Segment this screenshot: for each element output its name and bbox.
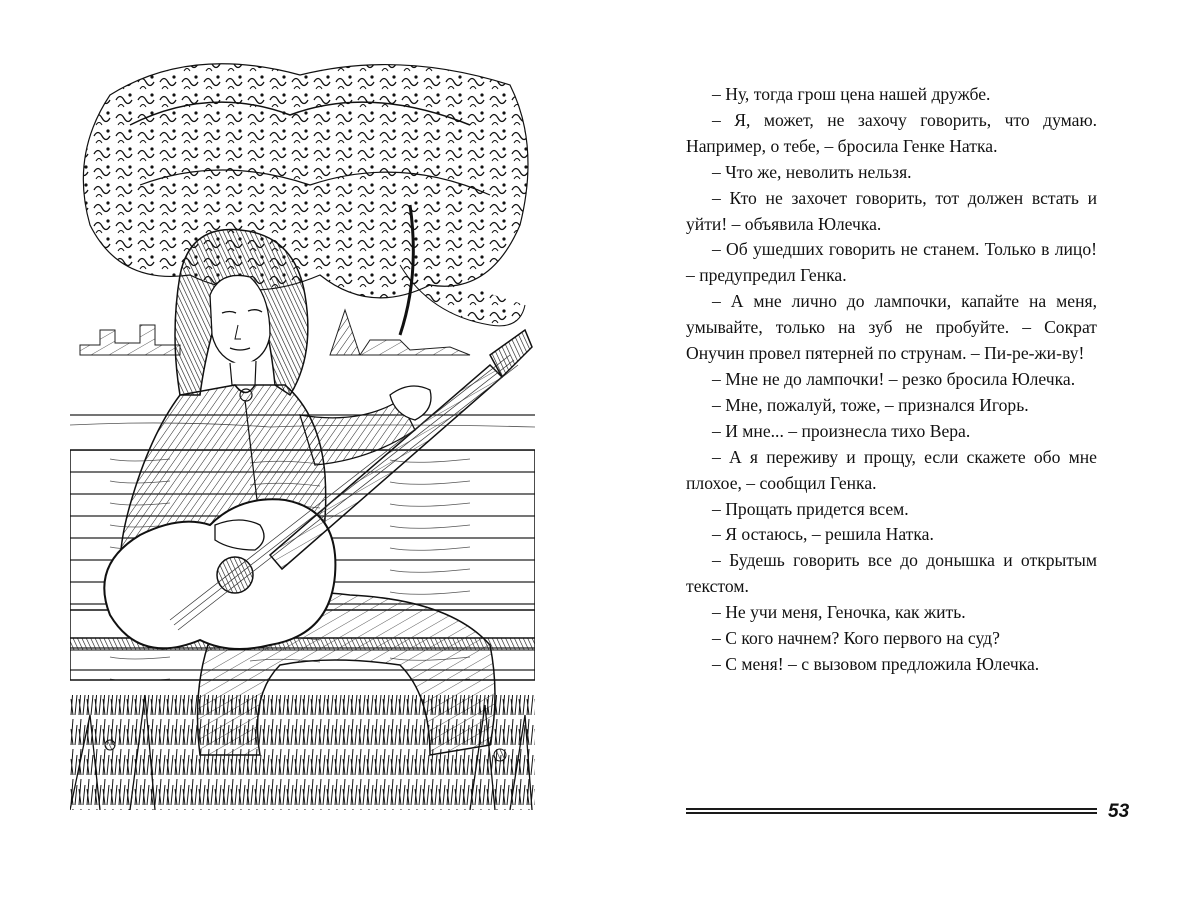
paragraph: – Не учи меня, Геночка, как жить. <box>712 602 966 623</box>
footer-line <box>686 808 1097 810</box>
paragraph: – Я, может, не захочу говорить, что думаю. Например, о тебе, – бросила Генке Натка. <box>686 109 1097 156</box>
paragraph: – Я остаюсь, – решила Натка. <box>712 524 934 545</box>
paragraph: – Ну, тогда грош цена нашей дружбе. <box>712 84 991 104</box>
paragraph: – С меня! – с вызовом предложила Юлечка. <box>712 653 1040 674</box>
paragraph: – Прощать придется всем. <box>712 498 909 519</box>
illustration-drawing <box>70 55 535 810</box>
guitar-girl-illustration <box>70 55 535 810</box>
paragraph: – Что же, неволить нельзя. <box>712 161 912 182</box>
paragraph: – И мне... – произнесла тихо Вера. <box>712 420 971 441</box>
page-number: 53 <box>1108 801 1130 822</box>
footer-line <box>686 812 1097 814</box>
paragraph: – А я переживу и прощу, если скажете обо мне плохое, – сообщил Генка. <box>686 446 1097 493</box>
paragraph: – Кто не захочет говорить, тот должен встать и уйти! – объявила Юлечка. <box>686 187 1097 234</box>
paragraph: – Мне, пожалуй, тоже, – признался Игорь. <box>712 394 1029 415</box>
grass-foreground <box>70 695 535 810</box>
footer-rule <box>686 808 1097 816</box>
paragraph: – Будешь говорить все до донышка и открытым текстом. <box>686 550 1097 597</box>
paragraph: – Об ушедших говорить не станем. Только в лицо! – предупредил Генка. <box>686 239 1097 286</box>
paragraph: – С кого начнем? Кого первого на суд? <box>712 628 1000 649</box>
tree-canopy <box>83 64 528 335</box>
paragraph: – А мне лично до лампочки, капайте на меня, умывайте, только на зуб не пробуйте. – Сократ Онучин провел пятерней по струнам. – Пи-ре-жи-ву! <box>686 291 1097 364</box>
page-text <box>686 82 1097 678</box>
paragraph: – Мне не до лампочки! – резко бросила Юлечка. <box>712 368 1076 389</box>
